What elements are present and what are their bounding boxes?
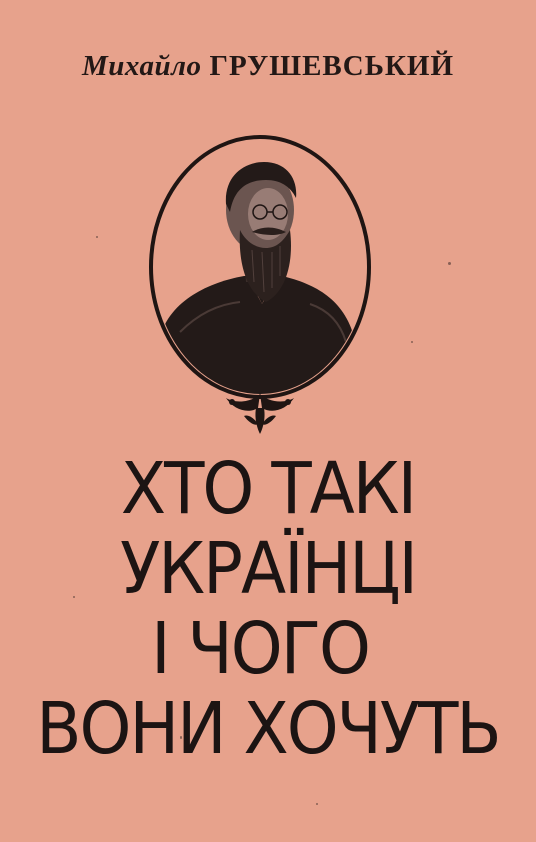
- author-last-name: ГРУШЕВСЬКИЙ: [209, 50, 455, 82]
- speck: [316, 803, 318, 805]
- title-line-2: УКРАЇНЦІ: [120, 526, 416, 611]
- speck: [448, 262, 451, 265]
- title-line-4: ВОНИ ХОЧУТЬ: [36, 686, 500, 771]
- author-portrait-icon: [140, 132, 380, 444]
- author-first-name: Михайло: [81, 50, 202, 82]
- title-line-3: І ЧОГО: [151, 606, 369, 691]
- speck: [96, 236, 98, 238]
- author-name: [0, 50, 536, 83]
- ornament-icon: [226, 394, 294, 434]
- speck: [411, 341, 413, 343]
- title-line-1: ХТО ТАКІ: [120, 446, 416, 531]
